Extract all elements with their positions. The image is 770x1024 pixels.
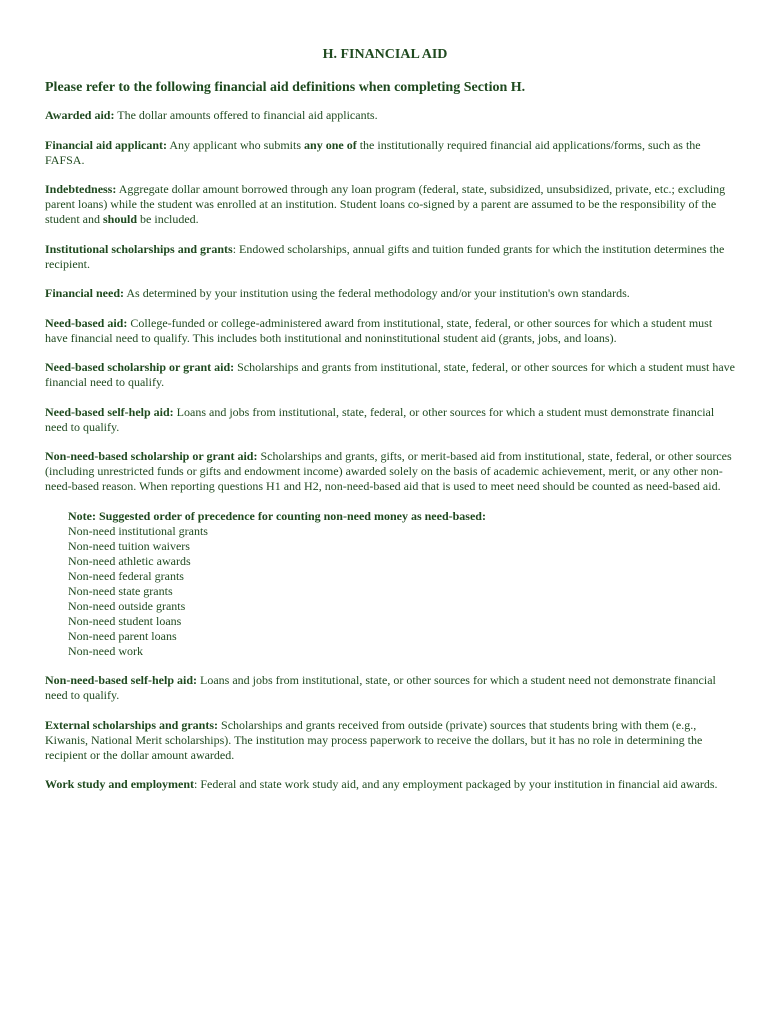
definition-financial-aid-applicant	[45, 138, 735, 168]
list-item: Non-need work	[68, 643, 143, 658]
definition-term: Work study and employment	[45, 777, 195, 791]
list-item: Non-need student loans	[68, 613, 182, 628]
precedence-note	[68, 509, 735, 659]
definition-text: Loans and jobs from institutional, state, federal, or other sources for which a student must demonstrate financial need to qualify.	[45, 404, 715, 434]
definition-need-based-self-help	[45, 405, 735, 435]
definition-term: Need-based self-help aid:	[45, 404, 174, 419]
definition-awarded-aid	[45, 108, 735, 123]
list-item: Non-need outside grants	[68, 598, 186, 613]
list-item: Non-need athletic awards	[68, 553, 191, 568]
definition-emphasis: should	[103, 212, 138, 226]
definition-institutional-scholarships	[45, 242, 735, 272]
definition-term: Institutional scholarships and grants	[45, 241, 233, 256]
definition-work-study	[45, 777, 735, 792]
definition-need-based-scholarship	[45, 360, 735, 390]
definition-indebtedness	[45, 182, 735, 227]
definition-term: Non-need-based scholarship or grant aid:	[45, 449, 258, 463]
precedence-list	[68, 524, 735, 659]
definition-text: Scholarships and grants, gifts, or merit-based aid from institutional, state, federal, or other sources (including unrestricted funds or gifts and endowment income) awarded solely on the basis of academic achievement, merit, or any other non-need-based reason. When reporting questions H1 and H2, non-need-based aid that is used to meet need should be counted as need-based aid.	[45, 449, 732, 493]
definition-text: Aggregate dollar amount borrowed through any loan program (federal, state, subsidized, unsubsidized, private, etc.; excluding parent loans) while the student was enrolled at an institution. Student loans co-signed by a parent are assumed to be the responsibility of the student and	[45, 182, 726, 226]
definition-text: : Endowed scholarships, annual gifts and tuition funded grants for which the institution determines the recipient.	[45, 241, 725, 271]
definition-term: External scholarships and grants:	[45, 717, 219, 732]
list-item: Non-need institutional grants	[68, 523, 208, 538]
definition-text: The dollar amounts offered to financial aid applicants.	[114, 108, 378, 122]
definition-text: As determined by your institution using the federal methodology and/or your institution's own standards.	[124, 286, 630, 300]
definition-term: Awarded aid:	[45, 108, 115, 122]
definition-term: Financial need:	[45, 286, 125, 300]
definition-text: Scholarships and grants from institutional, state, federal, or other sources for which a student must have financial need to qualify.	[45, 360, 736, 389]
list-item: Non-need tuition waivers	[68, 538, 190, 553]
list-item: Non-need federal grants	[68, 568, 184, 583]
definition-text: College-funded or college-administered award from institutional, state, federal, or other sources for which a student must have financial need to qualify. This includes both institutional and noninstitutional student aid (grants, jobs, and loans).	[45, 315, 713, 345]
definition-text: the institutionally required financial aid applications/forms, such as the FAFSA.	[45, 137, 701, 167]
definitions-list	[45, 108, 735, 807]
definition-term: Need-based aid:	[45, 315, 128, 330]
list-item: Non-need state grants	[68, 583, 173, 598]
definition-emphasis: any one of	[304, 137, 357, 152]
definition-non-need-self-help	[45, 673, 735, 703]
list-item: Non-need parent loans	[68, 628, 177, 643]
definition-text: Any applicant who submits	[167, 137, 305, 152]
definition-term: Financial aid applicant:	[45, 137, 168, 152]
definition-text: Loans and jobs from institutional, state, or other sources for which a student need not demonstrate financial need to qualify.	[45, 673, 716, 702]
page-subtitle: Please refer to the following financial aid definitions when completing Section H.	[45, 80, 526, 95]
page-title: H. FINANCIAL AID	[322, 47, 448, 62]
definition-term: Non-need-based self-help aid:	[45, 673, 198, 687]
note-title: Note: Suggested order of precedence for counting non-need money as need-based:	[68, 508, 486, 523]
definition-financial-need	[45, 286, 735, 301]
definition-term: Need-based scholarship or grant aid:	[45, 360, 235, 374]
definition-text: : Federal and state work study aid, and any employment packaged by your institution in financial aid awards.	[194, 777, 718, 791]
definition-external-scholarships	[45, 718, 735, 763]
definition-text: be included.	[137, 212, 199, 226]
definition-term: Indebtedness:	[45, 182, 117, 196]
definition-text: Scholarships and grants received from outside (private) sources that students bring with them (e.g., Kiwanis, National Merit scholarships). The institution may process paperwork to receive the dollars, but it has no role in determining the recipient or the dollar amount awarded.	[45, 717, 703, 762]
definition-non-need-scholarship	[45, 449, 735, 494]
definition-need-based-aid	[45, 316, 735, 346]
